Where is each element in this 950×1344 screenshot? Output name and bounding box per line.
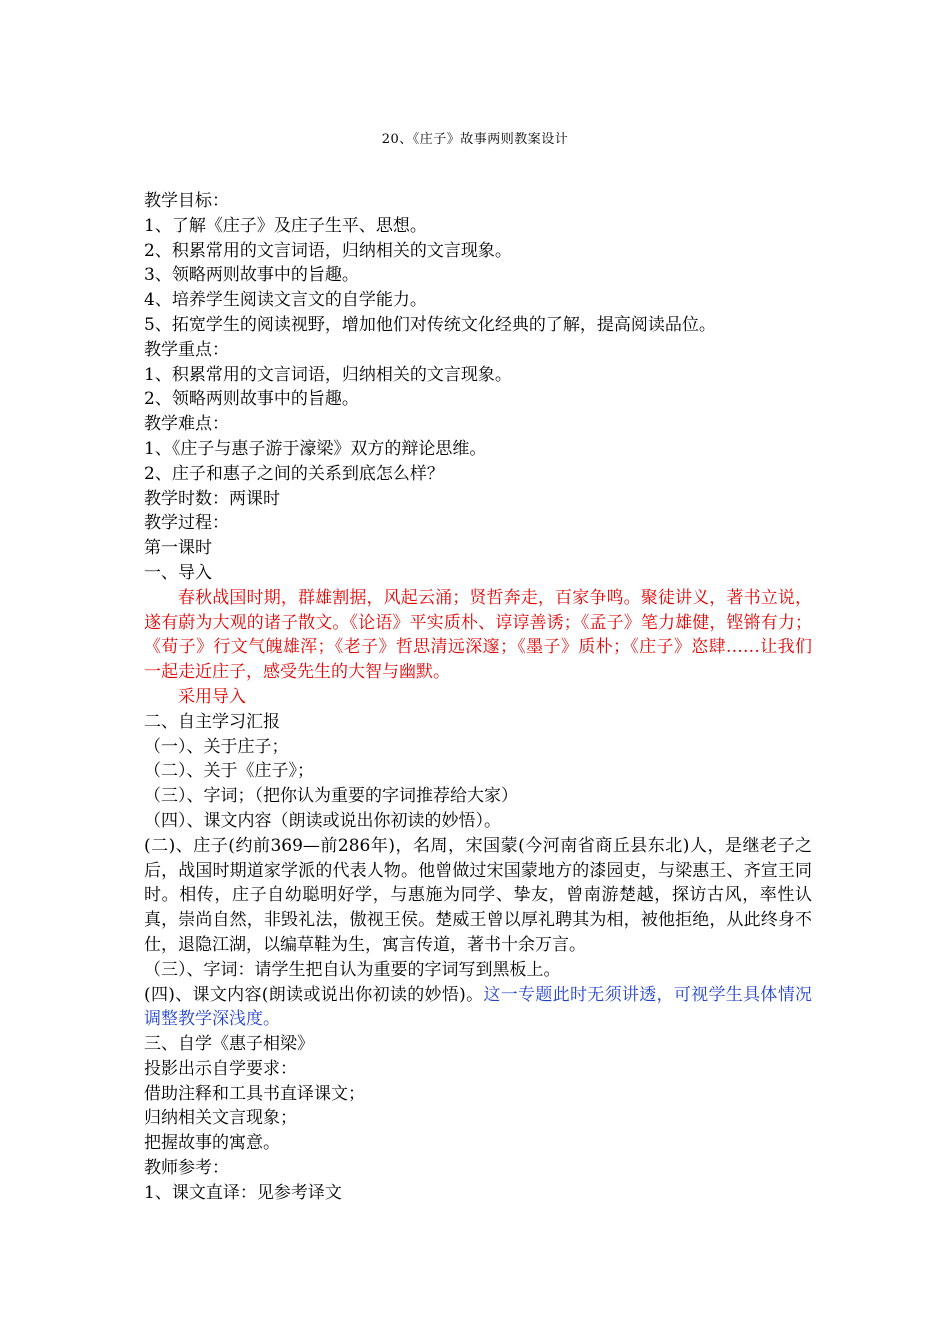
intro-paragraph: 春秋战国时期，群雄割据，风起云涌；贤哲奔走，百家争鸣。聚徒讲义，著书立说，遂有蔚为大观的诸子散文。《论语》平实质朴、谆谆善诱；《孟子》笔力雄健，铿锵有力；《荀子》行文气魄雄浑；《老子》哲思清远深邃；《墨子》质朴；《庄子》恣肆……让我们一起走近庄子，感受先生的大智与幽默。 [144,587,812,683]
intro-method: 采用导入 [178,686,246,707]
process-heading: 教学过程： [144,513,229,534]
self-study-item: （三）、字词；（把你认为重要的字词推荐给大家） [144,786,518,807]
content-paragraph [144,983,812,1033]
objective-item: 3、领略两则故事中的旨趣。 [144,265,359,286]
objective-item: 4、培养学生阅读文言文的自学能力。 [144,290,427,311]
objective-item: 2、积累常用的文言词语，归纳相关的文言现象。 [144,240,512,261]
key-points-heading: 教学重点： [144,339,229,360]
objective-item: 1、了解《庄子》及庄子生平、思想。 [144,215,427,236]
difficulty-item: 1、《庄子与惠子游于濠梁》双方的辩论思维。 [144,438,487,459]
requirement-item: 借助注释和工具书直译课文； [144,1083,365,1104]
self-study-item: （四）、课文内容（朗读或说出你初读的妙悟）。 [144,810,501,831]
words-note: （三）、字词：请学生把自认为重要的字词写到黑板上。 [144,959,561,980]
requirement-item: 归纳相关文言现象； [144,1108,297,1129]
objective-item: 5、拓宽学生的阅读视野，增加他们对传统文化经典的了解，提高阅读品位。 [144,314,716,335]
teacher-reference-heading: 教师参考： [144,1158,229,1179]
content-teaching-note: 这一专题此时无须讲透，可视学生具体情况调整教学深浅度。 [144,984,813,1030]
content-label: (四)、课文内容(朗读或说出你初读的妙悟)。 [144,984,484,1005]
document-body [144,189,812,1206]
section-self-study-heading: 二、自主学习汇报 [144,711,280,732]
objectives-heading: 教学目标： [144,191,229,211]
difficulties-heading: 教学难点： [144,414,229,435]
lesson-one-heading: 第一课时 [144,538,212,559]
difficulty-item: 2、庄子和惠子之间的关系到底怎么样？ [144,463,444,484]
section-intro-heading: 一、导入 [144,562,212,583]
self-study-item: （二）、关于《庄子》； [144,761,314,782]
section-huizi-heading: 三、自学《惠子相梁》 [144,1034,314,1055]
key-point-item: 1、积累常用的文言词语，归纳相关的文言现象。 [144,364,512,385]
reference-item: 1、课文直译：见参考译文 [144,1182,342,1203]
page-title: 20、《庄子》故事两则教案设计 [381,132,569,147]
teaching-hours: 教学时数：两课时 [144,488,280,509]
requirement-item: 把握故事的寓意。 [144,1133,280,1154]
projection-requirements: 投影出示自学要求： [144,1058,297,1079]
self-study-item: （一）、关于庄子； [144,736,289,757]
key-point-item: 2、领略两则故事中的旨趣。 [144,389,359,410]
zhuangzi-bio-paragraph: (二)、庄子(约前369—前286年)，名周，宋国蒙(今河南省商丘县东北)人，是继老子之后，战国时期道家学派的代表人物。他曾做过宋国蒙地方的漆园吏，与梁惠王、齐宣王同时。相传，庄子自幼聪明好学，与惠施为同学、挚友，曾南游楚越，探访古风，率性认真，崇尚自然，非毁礼法，傲视王侯。楚威王曾以厚礼聘其为相，被他拒绝，从此终身不仕，退隐江湖，以编草鞋为生，寓言传道，著书十余万言。 [144,835,812,955]
